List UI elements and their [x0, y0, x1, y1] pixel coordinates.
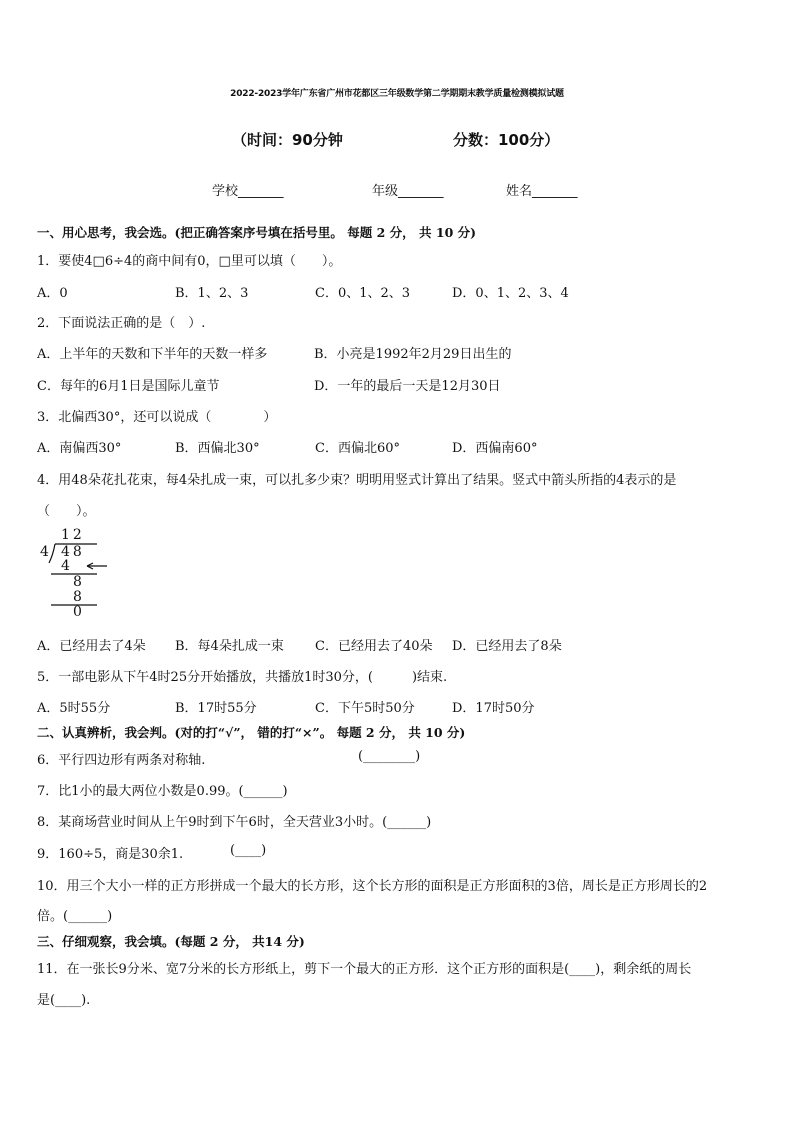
- school-field: 学校_______: [212, 184, 284, 199]
- q5-option-b: B．17时55分: [175, 701, 257, 716]
- q10-text: 10．用三个大小一样的正方形拼成一个最大的长方形，这个长方形的面积是正方形面积的3倍，周长是正方形周长的2: [37, 879, 708, 894]
- q1-option-b: B．1、2、3: [175, 286, 249, 301]
- q3-option-a: A．南偏西30°: [37, 441, 122, 456]
- q4-option-a: A．已经用去了4朵: [37, 639, 146, 654]
- q9-text: 9．160÷5，商是30余1.: [37, 847, 184, 862]
- q3-text: 3．北偏西30°，还可以说成（ ）: [37, 410, 277, 425]
- long-division-figure: [37, 527, 127, 622]
- q3-option-d: D．西偏南60°: [452, 441, 538, 456]
- division-divisor: 4: [40, 544, 49, 560]
- q6-answer-blank: (________): [358, 749, 421, 764]
- q5-text: 5．一部电影从下午4时25分开始播放，共播放1时30分，( )结束.: [37, 670, 448, 685]
- q3-option-b: B．西偏北30°: [175, 441, 260, 456]
- q1-text: 1．要使4□6÷4的商中间有0，□里可以填（ ）。: [37, 254, 342, 269]
- division-step-8: 8: [73, 574, 82, 590]
- division-step-8b: 8: [73, 589, 82, 605]
- q2-text: 2．下面说法正确的是（ ）.: [37, 316, 206, 331]
- q4-option-b: B．每4朵扎成一束: [175, 639, 284, 654]
- q2-option-a: A．上半年的天数和下半年的天数一样多: [37, 347, 268, 362]
- q7-text: 7．比1小的最大两位小数是0.99。(______): [37, 784, 288, 799]
- q11-text-cont: 是(____).: [37, 993, 91, 1008]
- q11-text: 11．在一张长9分米、宽7分米的长方形纸上，剪下一个最大的正方形．这个正方形的面积是(____)，剩余纸的周长: [37, 962, 692, 977]
- exam-time: （时间：90分钟: [232, 131, 343, 149]
- q5-option-c: C．下午5时50分: [315, 701, 415, 716]
- exam-title: 2022-2023学年广东省广州市花都区三年级数学第二学期期末教学质量检测模拟试题: [230, 89, 564, 99]
- q5-option-a: A．5时55分: [37, 701, 111, 716]
- division-dividend: 48: [61, 544, 85, 560]
- section1-heading: 一、用心思考，我会选。(把正确答案序号填在括号里。 每题 2 分， 共 10 分): [37, 225, 477, 240]
- q1-option-c: C．0、1、2、3: [315, 286, 411, 301]
- q4-option-c: C．已经用去了40朵: [315, 639, 433, 654]
- q8-text: 8．某商场营业时间从上午9时到下午6时，全天营业3小时。(______): [37, 815, 432, 830]
- section3-heading: 三、仔细观察，我会填。(每题 2 分， 共14 分): [37, 934, 305, 949]
- division-quotient: 12: [61, 527, 85, 543]
- q2-option-d: D．一年的最后一天是12月30日: [314, 379, 501, 394]
- q4-option-d: D．已经用去了8朵: [452, 639, 562, 654]
- q5-option-d: D．17时50分: [452, 701, 535, 716]
- q9-answer-blank: (____): [230, 843, 267, 858]
- division-remainder: 0: [73, 604, 82, 620]
- q4-text-cont: （ ）。: [37, 504, 96, 519]
- q3-option-c: C．西偏北60°: [315, 441, 400, 456]
- division-step-arrowed-4: 4: [61, 558, 70, 574]
- q1-option-d: D．0、1、2、3、4: [452, 286, 569, 301]
- q1-option-a: A．0: [37, 286, 68, 301]
- grade-field: 年级_______: [372, 184, 444, 199]
- exam-score: 分数：100分）: [453, 131, 560, 149]
- q4-text: 4．用48朵花扎花束，每4朵扎成一束，可以扎多少束？明明用竖式计算出了结果。竖式中箭头所指的4表示的是: [37, 473, 677, 488]
- q2-option-c: C．每年的6月1日是国际儿童节: [37, 379, 220, 394]
- q6-text: 6．平行四边形有两条对称轴.: [37, 753, 206, 768]
- q10-text-cont: 倍。(______): [37, 909, 113, 924]
- name-field: 姓名_______: [506, 184, 578, 199]
- section2-heading: 二、认真辨析，我会判。(对的打“√”， 错的打“×”。 每题 2 分， 共 10 分): [37, 725, 466, 740]
- q2-option-b: B．小亮是1992年2月29日出生的: [314, 347, 512, 362]
